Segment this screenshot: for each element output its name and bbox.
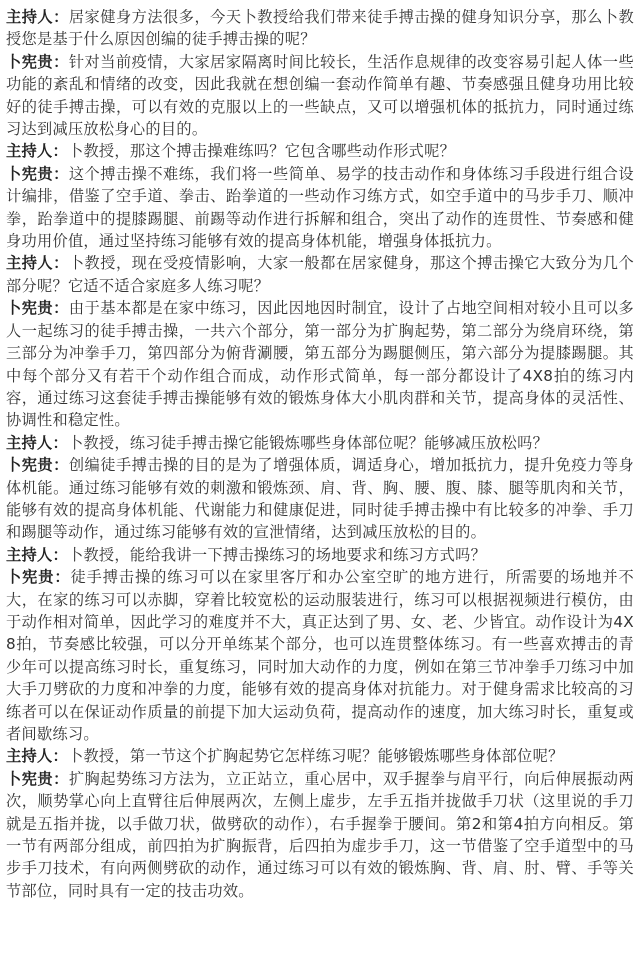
speaker-label: 主持人： <box>6 142 68 161</box>
speaker-label: 卜宪贵： <box>6 299 69 318</box>
paragraph-host-3 <box>6 252 634 297</box>
speaker-label: 主持人： <box>6 254 69 273</box>
paragraph-text: 居家健身方法很多，今天卜教授给我们带来徒手搏击操的健身知识分享，那么卜教授您是基于什么原因创编的徒手搏击操的呢？ <box>6 8 634 49</box>
paragraph-guest-3 <box>6 297 634 431</box>
paragraph-host-1 <box>6 6 634 51</box>
paragraph-host-4 <box>6 432 634 454</box>
paragraph-guest-6 <box>6 768 634 902</box>
paragraph-guest-1 <box>6 51 634 141</box>
paragraph-text: 卜教授，现在受疫情影响，大家一般都在居家健身，那这个搏击操它大致分为几个部分呢？它适不适合家庭多人练习呢？ <box>6 254 634 295</box>
speaker-label: 主持人： <box>6 8 69 26</box>
paragraph-host-6 <box>6 745 634 767</box>
speaker-label: 卜宪贵： <box>6 456 69 475</box>
paragraph-text: 卜教授，那这个搏击操难练吗？它包含哪些动作形式呢？ <box>67 142 456 161</box>
speaker-label: 主持人： <box>6 747 68 766</box>
paragraph-text: 创编徒手搏击操的目的是为了增强体质，调适身心，增加抵抗力，提升免疫力等身体机能。通过练习能够有效的刺激和锻炼颈、肩、背、胸、腰、腹、膝、腿等肌肉和关节，能够有效的提高身体机能、代谢能力和健康促进，同时徒手搏击操中有比较多的冲拳、手刀和踢腿等动作，通过练习能够有效的宣泄情绪，达到减压放松的目的。 <box>6 456 634 542</box>
paragraph-text: 由于基本都是在家中练习，因此因地因时制宜，设计了占地空间相对较小且可以多人一起练习的徒手搏击操，一共六个部分，第一部分为扩胸起势，第二部分为绕肩环绕，第三部分为冲拳手刀，第四部分为俯背涮腰，第五部分为踢腿侧压，第六部分为提膝踢腿。其中每个部分又有若干个动作组合而成，动作形式简单，每一部分都设计了4X8拍的练习内容，通过练习这套徒手搏击操能够有效的锻炼身体大小肌肉群和关节，提高身体的灵活性、协调性和稳定性。 <box>6 299 634 430</box>
speaker-label: 主持人： <box>6 545 68 564</box>
paragraph-text: 针对当前疫情，大家居家隔离时间比较长，生活作息规律的改变容易引起人体一些功能的紊乱和情绪的改变，因此我就在想创编一套动作简单有趣、节奏感强且健身功用比较好的徒手搏击操，可以有效的克服以上的一些缺点，又可以增强机体的抵抗力，同时通过练习达到减压放松身心的目的。 <box>6 52 634 139</box>
paragraph-host-5 <box>6 544 634 566</box>
paragraph-text: 徒手搏击操的练习可以在家里客厅和办公室空旷的地方进行，所需要的场地并不大，在家的练习可以赤脚，穿着比较宽松的运动服装进行，练习可以根据视频进行模仿，由于动作相对简单，因此学习的难度并不大，真正达到了男、女、老、少皆宜。动作设计为4X8拍，节奏感比较强，可以分开单练某个部分，也可以连贯整体练习。有一些喜欢搏击的青少年可以提高练习时长，重复练习，同时加大动作的力度，例如在第三节冲拳手刀练习中加大手刀劈砍的力度和冲拳的力度，能够有效的提高身体对抗能力。对于健身需求比较高的习练者可以在保证动作质量的前提下加大运动负荷，提高动作的速度，加大练习时长，重复或者间歇练习。 <box>6 568 635 743</box>
paragraph-text: 卜教授，第一节这个扩胸起势它怎样练习呢？能够锻炼哪些身体部位呢？ <box>67 747 564 766</box>
paragraph-text: 这个搏击操不难练，我们将一些简单、易学的技击动作和身体练习手段进行组合设计编排，借鉴了空手道、拳击、跆拳道的一些动作习练方式，如空手道中的马步手刀、顺冲拳，跆拳道中的提膝踢腿、前踢等动作进行拆解和组合，突出了动作的连贯性、节奏感和健身功用价值，通过坚持练习能够有效的提高身体机能，增强身体抵抗力。 <box>6 164 634 251</box>
paragraph-guest-4 <box>6 454 634 544</box>
speaker-label: 卜宪贵： <box>6 52 69 71</box>
paragraph-text: 卜教授，练习徒手搏击操它能锻炼哪些身体部位呢？能够减压放松吗？ <box>67 433 549 452</box>
paragraph-host-2 <box>6 140 634 162</box>
paragraph-guest-2 <box>6 163 634 253</box>
speaker-label: 主持人： <box>6 433 68 452</box>
paragraph-guest-5 <box>6 566 634 745</box>
speaker-label: 卜宪贵： <box>6 568 71 587</box>
paragraph-text: 扩胸起势练习方法为，立正站立，重心居中，双手握拳与肩平行，向后伸展振动两次，顺势掌心向上直臂往后伸展两次，左侧上虚步，左手五指并拢做手刀状（这里说的手刀就是五指并拢，以手做刀状，做劈砍的动作），右手握拳于腰间。第2和第4拍方向相反。第一节有两部分组成，前四拍为扩胸振背，后四拍为虚步手刀，这一节借鉴了空手道型中的马步手刀技术，有向两侧劈砍的动作，通过练习可以有效的锻炼胸、背、肩、肘、臂、手等关节部位，同时具有一定的技击功效。 <box>6 769 634 900</box>
speaker-label: 卜宪贵： <box>6 769 69 788</box>
speaker-label: 卜宪贵： <box>6 164 69 183</box>
paragraph-text: 卜教授，能给我讲一下搏击操练习的场地要求和练习方式吗？ <box>67 545 487 564</box>
